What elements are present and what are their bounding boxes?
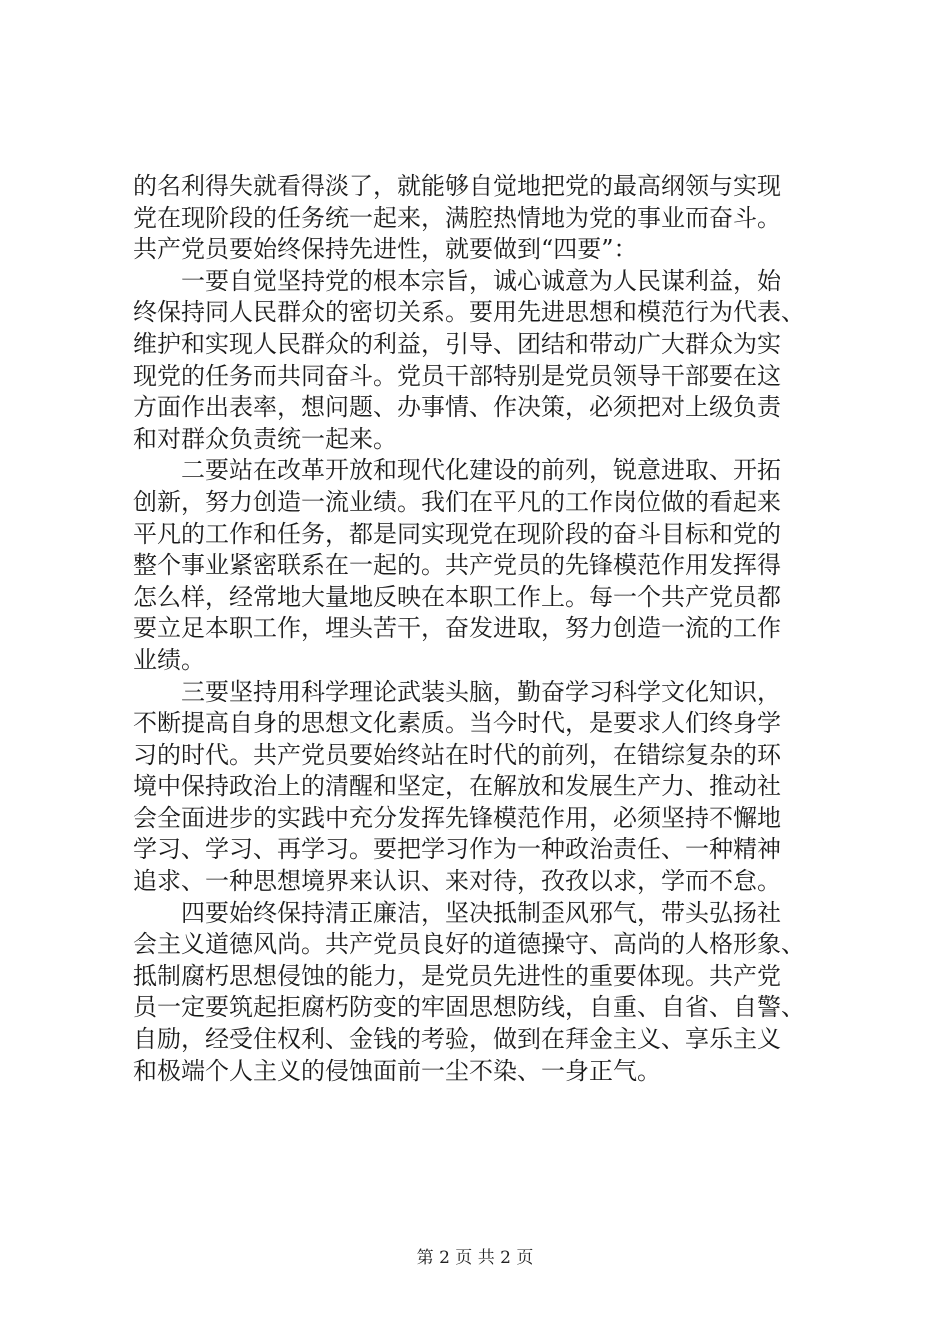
text-line: 要立足本职工作，埋头苦干，奋发进取，努力创造一流的工作 <box>133 614 781 643</box>
text-line: 整个事业紧密联系在一起的。共产党员的先锋模范作用发挥得 <box>133 551 781 580</box>
text-line: 会全面进步的实践中充分发挥先锋模范作用，必须坚持不懈地 <box>133 803 781 832</box>
text-line: 三要坚持用科学理论武装头脑，勤奋学习科学文化知识， <box>133 677 781 706</box>
text-line: 现党的任务而共同奋斗。党员干部特别是党员领导干部要在这 <box>133 361 781 390</box>
page-number-footer: 第 2 页 共 2 页 <box>416 1248 534 1268</box>
text-line: 学习、学习、再学习。要把学习作为一种政治责任、一种精神 <box>133 835 781 864</box>
text-line: 维护和实现人民群众的利益，引导、团结和带动广大群众为实 <box>133 329 781 358</box>
text-line: 共产党员要始终保持先进性，就要做到“四要”： <box>133 235 638 264</box>
text-line: 党在现阶段的任务统一起来，满腔热情地为党的事业而奋斗。 <box>133 203 781 232</box>
text-line: 境中保持政治上的清醒和坚定，在解放和发展生产力、推动社 <box>133 772 781 801</box>
text-line: 一要自觉坚持党的根本宗旨，诚心诚意为人民谋利益，始 <box>133 266 781 295</box>
text-line: 怎么样，经常地大量地反映在本职工作上。每一个共产党员都 <box>133 582 781 611</box>
text-line: 终保持同人民群众的密切关系。要用先进思想和模范行为代表、 <box>133 298 805 327</box>
text-line: 的名利得失就看得淡了，就能够自觉地把党的最高纲领与实现 <box>133 172 781 200</box>
text-line: 不断提高自身的思想文化素质。当今时代，是要求人们终身学 <box>133 709 781 738</box>
paragraph-point-one <box>133 266 833 456</box>
text-line: 平凡的工作和任务，都是同实现党在现阶段的奋斗目标和党的 <box>133 519 781 548</box>
paragraph-intro <box>133 171 833 266</box>
text-line: 业绩。 <box>133 645 205 674</box>
paragraph-point-two <box>133 455 833 676</box>
text-line: 追求、一种思想境界来认识、来对待，孜孜以求，学而不怠。 <box>133 867 781 896</box>
text-line: 习的时代。共产党员要始终站在时代的前列，在错综复杂的环 <box>133 740 781 769</box>
text-line: 和对群众负责统一起来。 <box>133 424 397 453</box>
text-line: 自励，经受住权利、金钱的考验，做到在拜金主义、享乐主义 <box>133 1025 781 1054</box>
text-line: 二要站在改革开放和现代化建设的前列，锐意进取、开拓 <box>133 456 781 485</box>
text-line: 四要始终保持清正廉洁，坚决抵制歪风邪气，带头弘扬社 <box>133 898 781 927</box>
text-line: 抵制腐朽思想侵蚀的能力，是党员先进性的重要体现。共产党 <box>133 961 781 990</box>
text-line: 和极端个人主义的侵蚀面前一尘不染、一身正气。 <box>133 1056 661 1085</box>
text-line: 创新，努力创造一流业绩。我们在平凡的工作岗位做的看起来 <box>133 487 781 516</box>
paragraph-point-four <box>133 898 833 1088</box>
text-line: 会主义道德风尚。共产党员良好的道德操守、高尚的人格形象、 <box>133 930 805 959</box>
text-line: 方面作出表率，想问题、办事情、作决策，必须把对上级负责 <box>133 393 781 422</box>
document-body <box>133 171 833 1087</box>
text-line: 员一定要筑起拒腐朽防变的牢固思想防线，自重、自省、自警、 <box>133 993 805 1022</box>
paragraph-point-three <box>133 677 833 898</box>
